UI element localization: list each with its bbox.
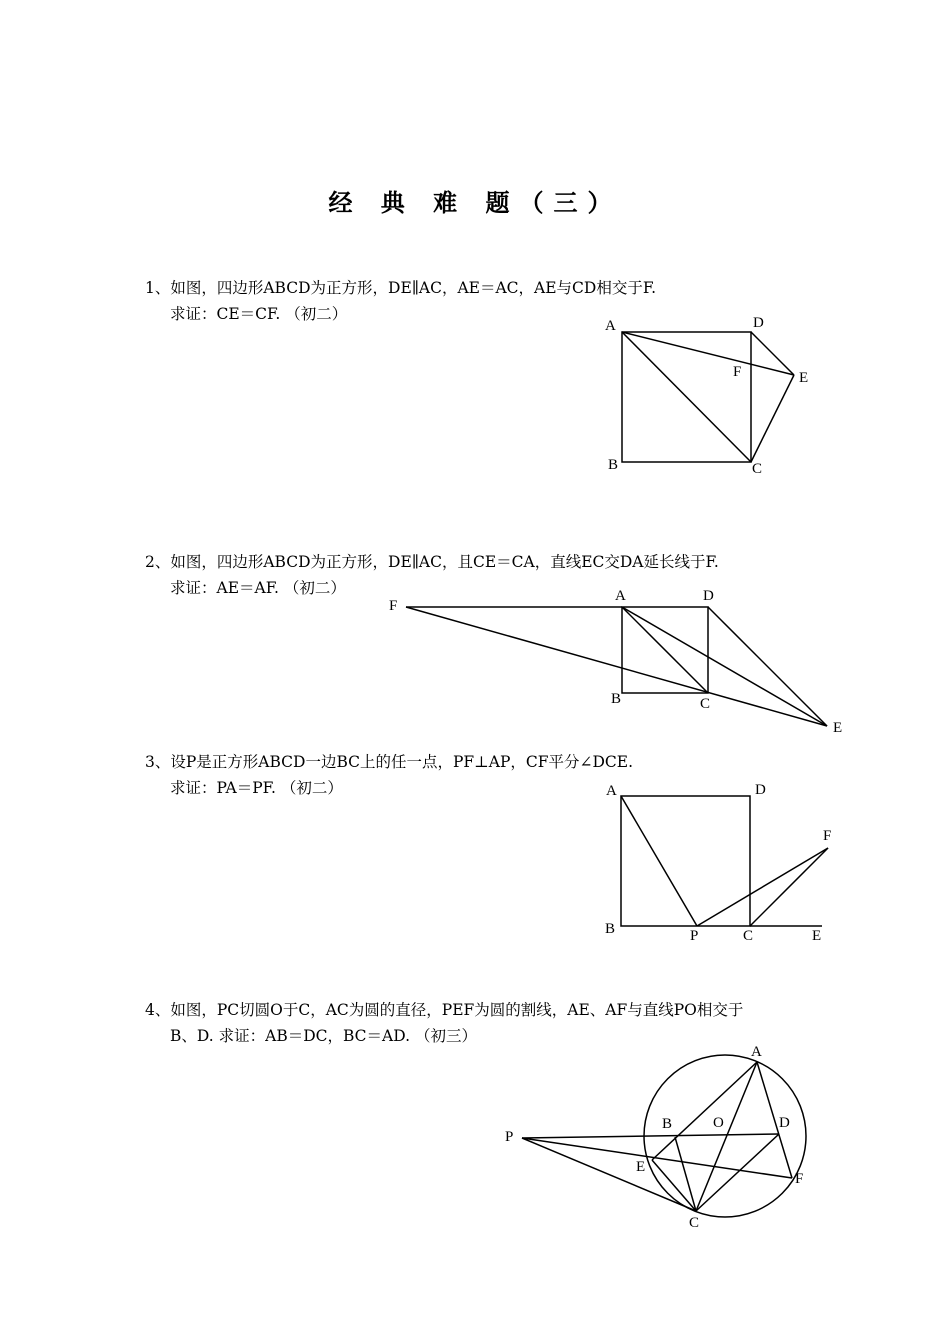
label-a: A (606, 783, 617, 799)
label-f: F (795, 1171, 804, 1187)
problem-4-proof: B、D. 求证：AB＝DC，BC＝AD. （初三） (170, 1027, 477, 1045)
label-d: D (703, 588, 714, 604)
tangent-pc (522, 1138, 696, 1211)
label-f: F (389, 598, 398, 614)
problem-2-statement: 2、如图，四边形ABCD为正方形，DE∥AC，且CE＝CA，直线EC交DA延长线于F. (145, 553, 719, 571)
label-c: C (752, 461, 763, 477)
label-a: A (605, 318, 616, 334)
segment-ae (652, 1062, 757, 1160)
label-b: B (662, 1116, 673, 1132)
label-e: E (833, 720, 843, 736)
label-c: C (700, 696, 711, 712)
problem-1-statement: 1、如图，四边形ABCD为正方形，DE∥AC，AE＝AC，AE与CD相交于F. (145, 279, 657, 297)
label-e: E (812, 928, 822, 944)
label-a: A (615, 588, 626, 604)
line-po (522, 1134, 779, 1138)
problem-1-proof: 求证：CE＝CF. （初二） (170, 305, 348, 323)
label-b: B (608, 457, 619, 473)
label-f: F (823, 828, 832, 844)
secant-pef (522, 1138, 792, 1178)
label-e: E (636, 1159, 646, 1175)
label-a: A (751, 1044, 762, 1060)
label-d: D (755, 782, 766, 798)
label-e: E (799, 370, 809, 386)
problem-3-statement: 3、设P是正方形ABCD一边BC上的任一点，PF⊥AP，CF平分∠DCE. (145, 753, 634, 771)
page-title: 经 典 难 题（三） (328, 188, 622, 217)
label-p: P (690, 928, 699, 944)
label-d: D (753, 315, 764, 331)
label-p: P (505, 1129, 514, 1145)
problem-3-proof: 求证：PA＝PF. （初二） (170, 779, 343, 797)
segment-dc (696, 1134, 779, 1211)
problem-2-proof: 求证：AE＝AF. （初二） (170, 579, 346, 597)
diameter-ac (696, 1062, 757, 1211)
label-c: C (743, 928, 754, 944)
label-b: B (611, 691, 622, 707)
label-o: O (713, 1115, 724, 1131)
problem-4-statement: 4、如图，PC切圆O于C，AC为圆的直径，PEF为圆的割线，AE、AF与直线PO相交于 (145, 1001, 744, 1019)
label-d: D (779, 1115, 790, 1131)
label-f: F (733, 364, 742, 380)
label-c: C (689, 1215, 700, 1231)
label-b: B (605, 921, 616, 937)
